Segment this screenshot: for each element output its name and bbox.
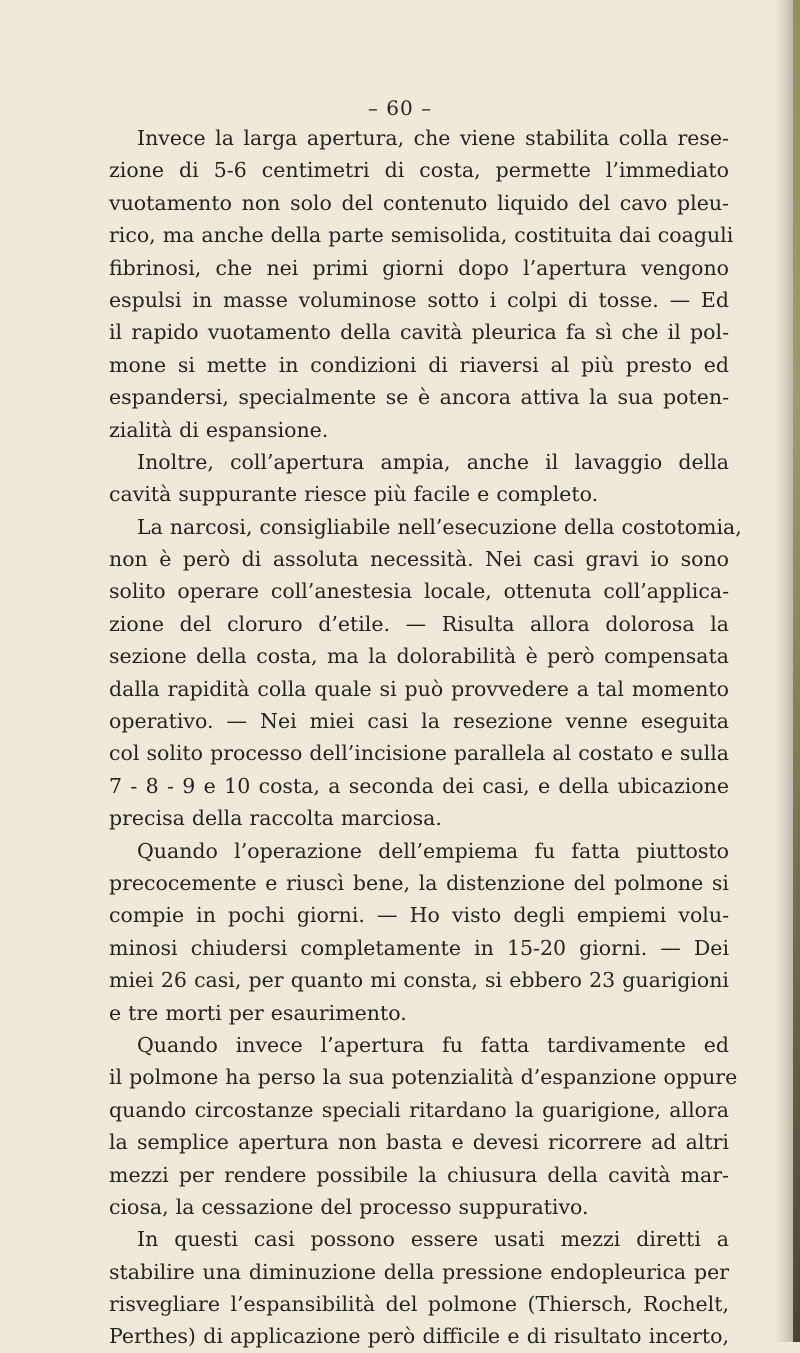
- text-line: espulsi in masse voluminose sotto i colpi di tosse. — Ed: [109, 287, 729, 312]
- text-line: Quando l’operazione dell’empiema fu fatta piuttosto: [137, 838, 729, 863]
- text-line: zialità di espansione.: [109, 417, 329, 442]
- text-line: col solito processo dell’incisione parallela al costato e sulla: [109, 741, 729, 766]
- text-line: compie in pochi giorni. — Ho visto degli empiemi volu-: [109, 903, 729, 928]
- text-line: dalla rapidità colla quale si può provvedere a tal momento: [109, 676, 729, 701]
- text-line: In questi casi possono essere usati mezzi diretti a: [137, 1227, 729, 1252]
- text-line: Quando invece l’apertura fu fatta tardivamente ed: [137, 1032, 729, 1057]
- text-line: Invece la larga apertura, che viene stabilita colla rese-: [137, 126, 729, 150]
- text-line: precisa della raccolta marciosa.: [109, 806, 442, 831]
- text-line: operativo. — Nei miei casi la resezione venne eseguita: [109, 709, 729, 734]
- text-line: il polmone ha perso la sua potenzialità d’espanzione oppure: [109, 1065, 738, 1090]
- text-line: fibrinosi, che nei primi giorni dopo l’apertura vengono: [109, 255, 729, 280]
- text-line: e tre morti per esaurimento.: [109, 1000, 407, 1025]
- text-line: non è però di assoluta necessità. Nei casi gravi io sono: [109, 547, 729, 572]
- page-edge: [793, 0, 800, 1342]
- text-line: La narcosi, consigliabile nell’esecuzione della costotomia,: [137, 514, 742, 539]
- text-line: mone si mette in condizioni di riaversi al più presto ed: [109, 352, 729, 377]
- page-number: – 60 –: [367, 96, 433, 120]
- text-line: miei 26 casi, per quanto mi consta, si ebbero 23 guarigioni: [109, 968, 729, 993]
- text-line: solito operare coll’anestesia locale, ottenuta coll’applica-: [109, 579, 729, 604]
- text-line: quando circostanze speciali ritardano la guarigione, allora: [109, 1097, 729, 1122]
- text-line: zione del cloruro d’etile. — Risulta allora dolorosa la: [109, 611, 729, 636]
- text-line: stabilire una diminuzione della pressione endopleurica per: [109, 1259, 729, 1284]
- text-line: vuotamento non solo del contenuto liquido del cavo pleu-: [109, 190, 729, 215]
- text-line: Perthes) di applicazione però difficile e di risultato incerto,: [109, 1324, 729, 1349]
- text-line: 7 - 8 - 9 e 10 costa, a seconda dei casi, e della ubicazione: [109, 773, 729, 798]
- text-line: precocemente e riuscì bene, la distenzione del polmone si: [109, 870, 729, 895]
- text-line: Inoltre, coll’apertura ampia, anche il lavaggio della: [137, 449, 729, 474]
- text-line: zione di 5-6 centimetri di costa, permette l’immediato: [109, 158, 729, 183]
- text-line: espandersi, specialmente se è ancora attiva la sua poten-: [109, 385, 729, 410]
- text-line: la semplice apertura non basta e devesi ricorrere ad altri: [109, 1130, 729, 1155]
- text-line: risvegliare l’espansibilità del polmone (Thiersch, Rochelt,: [109, 1292, 729, 1317]
- text-line: rico, ma anche della parte semisolida, costituita dai coaguli: [109, 223, 734, 248]
- text-line: mezzi per rendere possibile la chiusura della cavità mar-: [109, 1162, 729, 1187]
- text-line: sezione della costa, ma la dolorabilità è però compensata: [109, 644, 729, 669]
- text-line: ciosa, la cessazione del processo suppurativo.: [109, 1194, 589, 1219]
- text-line: minosi chiudersi completamente in 15-20 giorni. — Dei: [109, 935, 729, 960]
- body-text: [109, 122, 742, 1353]
- text-line: cavità suppurante riesce più facile e completo.: [109, 482, 599, 507]
- text-line: il rapido vuotamento della cavità pleurica fa sì che il pol-: [109, 320, 729, 345]
